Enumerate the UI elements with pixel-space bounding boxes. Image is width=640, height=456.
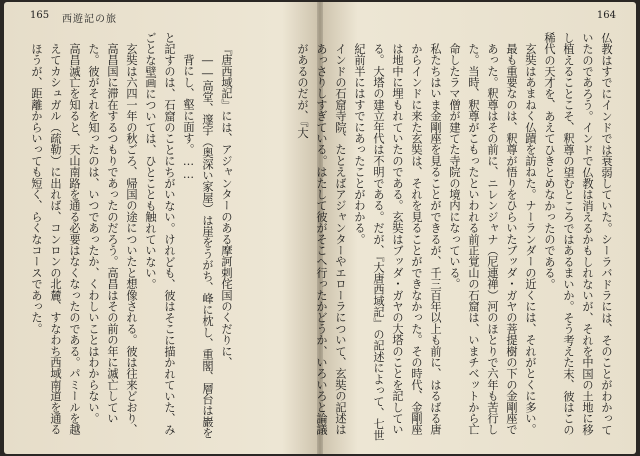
quotation: ――高堂、邃宇（奥深い家屋）は崖をうがち、峰に枕し、重閣、層台は巖を背にし、壑に面す。……: [182, 54, 214, 439]
paragraph: 玄奘はあまねく仏蹟を訪ねた。ナーランダーの近くには、それがとくに多い。最も重要なのは、釈尊が悟りをひらいたブッダ・ガヤの菩提樹の下の金剛座であった。釈尊はその前に、ニレンジャナ（尼連禅）河のほとりで六年も苦行した。当時、釈尊がこもったといわれる前正覚山の石窟は、いまチベットから亡命したラマ僧が建てた寺院の境内になっている。: [448, 43, 537, 436]
paragraph: 仏教はすでにインドでは衰弱していた。シーラバドラには、そのことがわかっていたのであろう。インドで仏教は消えるかもしれないが、それを中国の土地に移し植えることこそ、釈尊の望むところではあるまいか。そう考えた末、彼はこの稀代の天才を、あえてひきとめなかったのである。: [543, 32, 613, 436]
running-header: 西遊記の旅: [62, 14, 117, 25]
paragraph: と記すのは、石窟のことにちがいない。けれども、彼はそこに描かれていた、みごとな壁画については、ひとことも触れていない。: [144, 32, 176, 436]
right-page-text: [296, 32, 616, 442]
book-spread: [4, 2, 636, 454]
paragraph: 高昌滅亡を知ると、天山南路を通る必要はなくなったのである。パミールを越えてカシュガル（疏勒）に出れば、コンロンの北麓、すなわち西域南道を通るほうが、距離からいっても短く、らくなコースであった。: [30, 43, 81, 436]
paragraph: インドの石窟寺院、たとえばアジャンターやエローラについて、玄奘の記述はあっさりしすぎている。はたして彼がそこへ行ったかどうか、いろいろと論議があるのだが、『大: [296, 43, 347, 436]
right-page: [296, 2, 636, 454]
paragraph: 『唐西域記』には、アジャンターのある摩訶剌侘国のくだりに、: [220, 43, 233, 368]
left-page-text: [20, 32, 312, 442]
paragraph: 玄奘は六四一年の秋ごろ、帰国の途についたと想像される。彼は往来どおり、高昌国に滞在するつもりであったのだろう。高昌はその前の年に滅亡していた。彼がそれを知ったのは、いつであったか、くわしいことはわからない。: [87, 43, 138, 436]
page-number: 164: [596, 10, 616, 21]
left-page: [4, 2, 320, 454]
page-number: 165: [30, 10, 50, 21]
paragraph: 私たちはいま金剛座を見ることができるが、千三百年以上も前に、はるばる唐からインドに来た玄奘は、それを見ることができなかった。その時代、金剛座は地中に埋もれていたのである。玄奘はブッダ・ガヤの大塔のことを記している。大塔の建立年代は不明である。だが、『大唐西域記』の記述によって、七世紀前半にはすでにあったことがわかる。: [353, 43, 442, 441]
